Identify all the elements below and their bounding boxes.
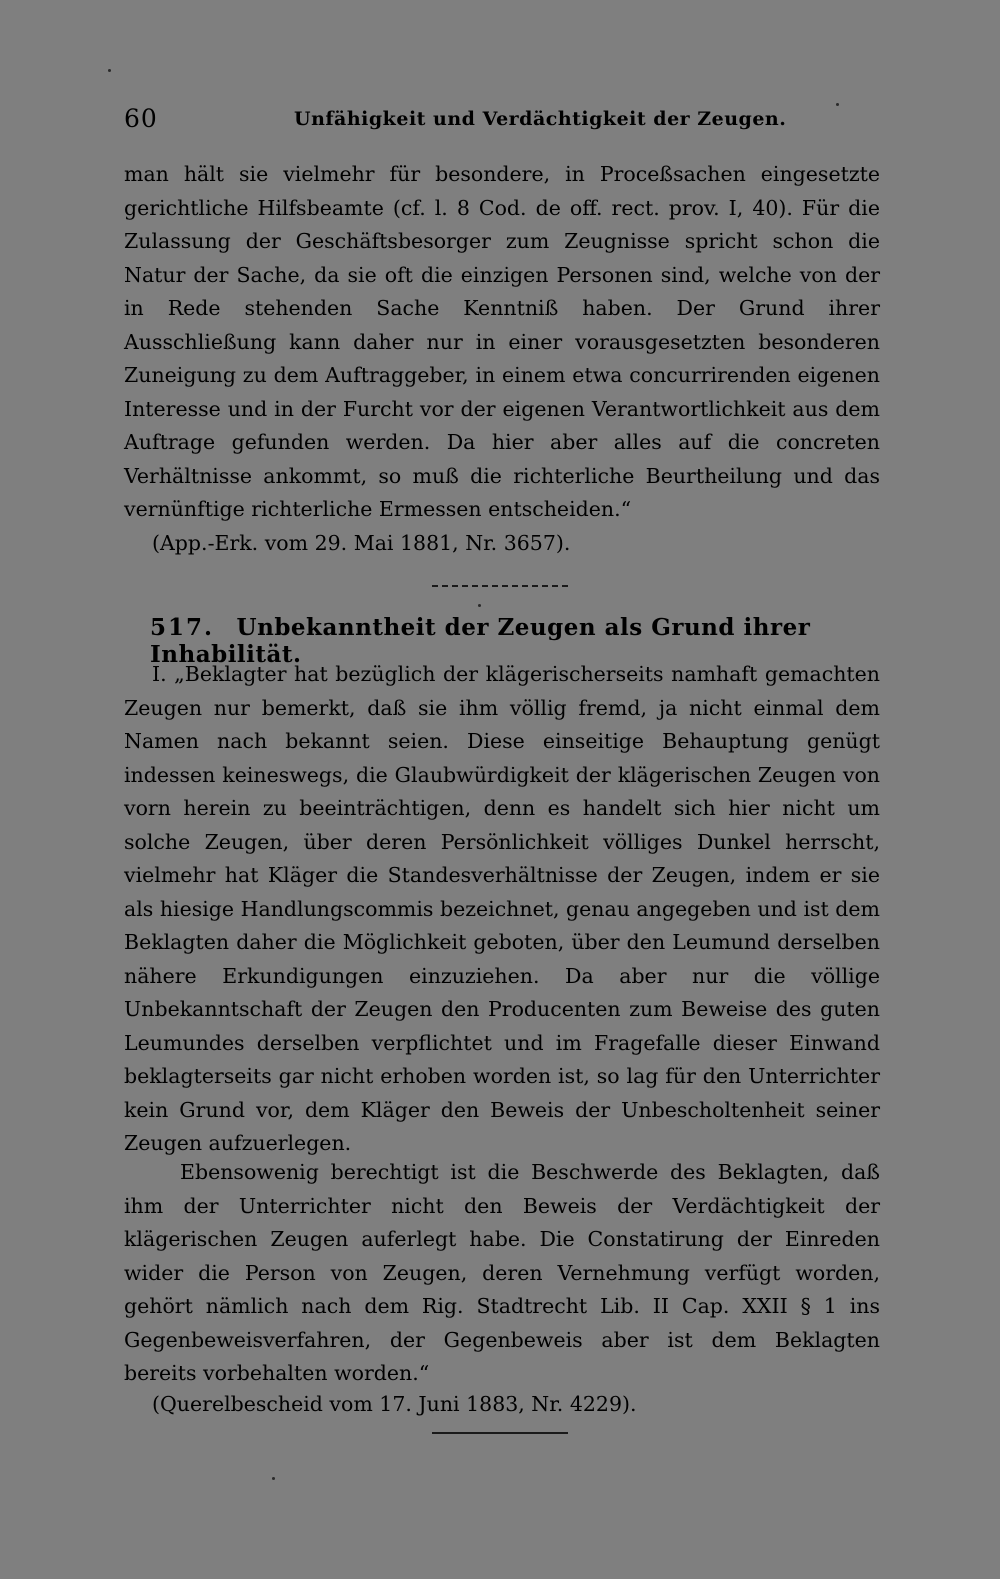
section-title: Unbekanntheit der Zeugen als Grund ihrer Inhabilität. (150, 614, 811, 668)
end-rule (432, 1432, 568, 1434)
page-number: 60 (124, 104, 158, 133)
section-divider (432, 585, 568, 587)
scan-speck (272, 1477, 275, 1480)
running-title: Unfähigkeit und Verdächtigkeit der Zeugen. (294, 108, 787, 130)
paragraph-decision-two: Ebensowenig berechtigt ist die Beschwerde des Beklagten, daß ihm der Unterrichter nicht den Beweis der Verdächtigkeit der klägerischen Zeugen auferlegt habe. Die Constatirung der Einreden wider die Person von Zeugen, deren Vernehmung verfügt worden, gehört nämlich nach dem Rig. Stadtrecht Lib. II Cap. XXII § 1 ins Gegenbeweisverfahren, der Gegenbeweis aber ist dem Beklagten bereits vorbehalten worden.“ (124, 1160, 880, 1385)
section-number: 517. (150, 614, 215, 641)
scan-speck (108, 69, 111, 72)
paragraph-decision-one (124, 658, 880, 1161)
page-header (124, 104, 884, 138)
citation: (App.-Erk. vom 29. Mai 1881, Nr. 3657). (152, 530, 571, 555)
paragraph-text: I. „Beklagter hat bezüglich der klägerischerseits namhaft gemachten Zeugen nur bemerkt, daß sie ihm völlig fremd, ja nicht einmal dem Namen nach bekannt seien. Diese einseitige Behauptung genügt indessen keineswegs, die Glaubwürdigkeit der klägerischen Zeugen von vorn herein zu beeinträchtigen, denn es handelt sich hier nicht um solche Zeugen, über deren Persönlichkeit völliges Dunkel herrscht, vielmehr hat Kläger die Standesverhältnisse der Zeugen, indem er sie als hiesige Handlungscommis bezeichnet, genau angegeben und ist dem Beklagten daher die Möglichkeit geboten, über den Leumund derselben nähere Erkundigungen einzuziehen. Da aber nur die völlige Unbekanntschaft der Zeugen den Producenten zum Beweise des guten Leumundes derselben verpflichtet und im Fragefalle dieser Einwand beklagterseits gar nicht erhoben worden ist, so lag für den Unterrichter kein Grund vor, dem Kläger den Beweis der Unbescholtenheit seiner Zeugen aufzuerlegen. (124, 662, 880, 1155)
paragraph-continuation (124, 158, 880, 560)
scan-speck (836, 103, 839, 106)
paragraph-text: man hält sie vielmehr für besondere, in Proceßsachen eingesetzte gerichtliche Hilfsbeamte (cf. l. 8 Cod. de off. rect. prov. I, 40). Für die Zulassung der Geschäftsbesorger zum Zeugnisse spricht schon die Natur der Sache, da sie oft die einzigen Personen sind, welche von der in Rede stehenden Sache Kenntniß haben. Der Grund ihrer Ausschließung kann daher nur in einer vorausgesetzten besonderen Zuneigung zu dem Auftraggeber, in einem etwa concurrirenden eigenen Interesse und in der Furcht vor der eigenen Verantwortlichkeit aus dem Auftrage gefunden werden. Da hier aber alles auf die concreten Verhältnisse ankommt, so muß die richterliche Beurtheilung und das vernünftige richterliche Ermessen entscheiden.“ (124, 162, 880, 521)
scan-speck (478, 604, 481, 607)
citation: (Querelbescheid vom 17. Juni 1883, Nr. 4229). (152, 1392, 637, 1416)
